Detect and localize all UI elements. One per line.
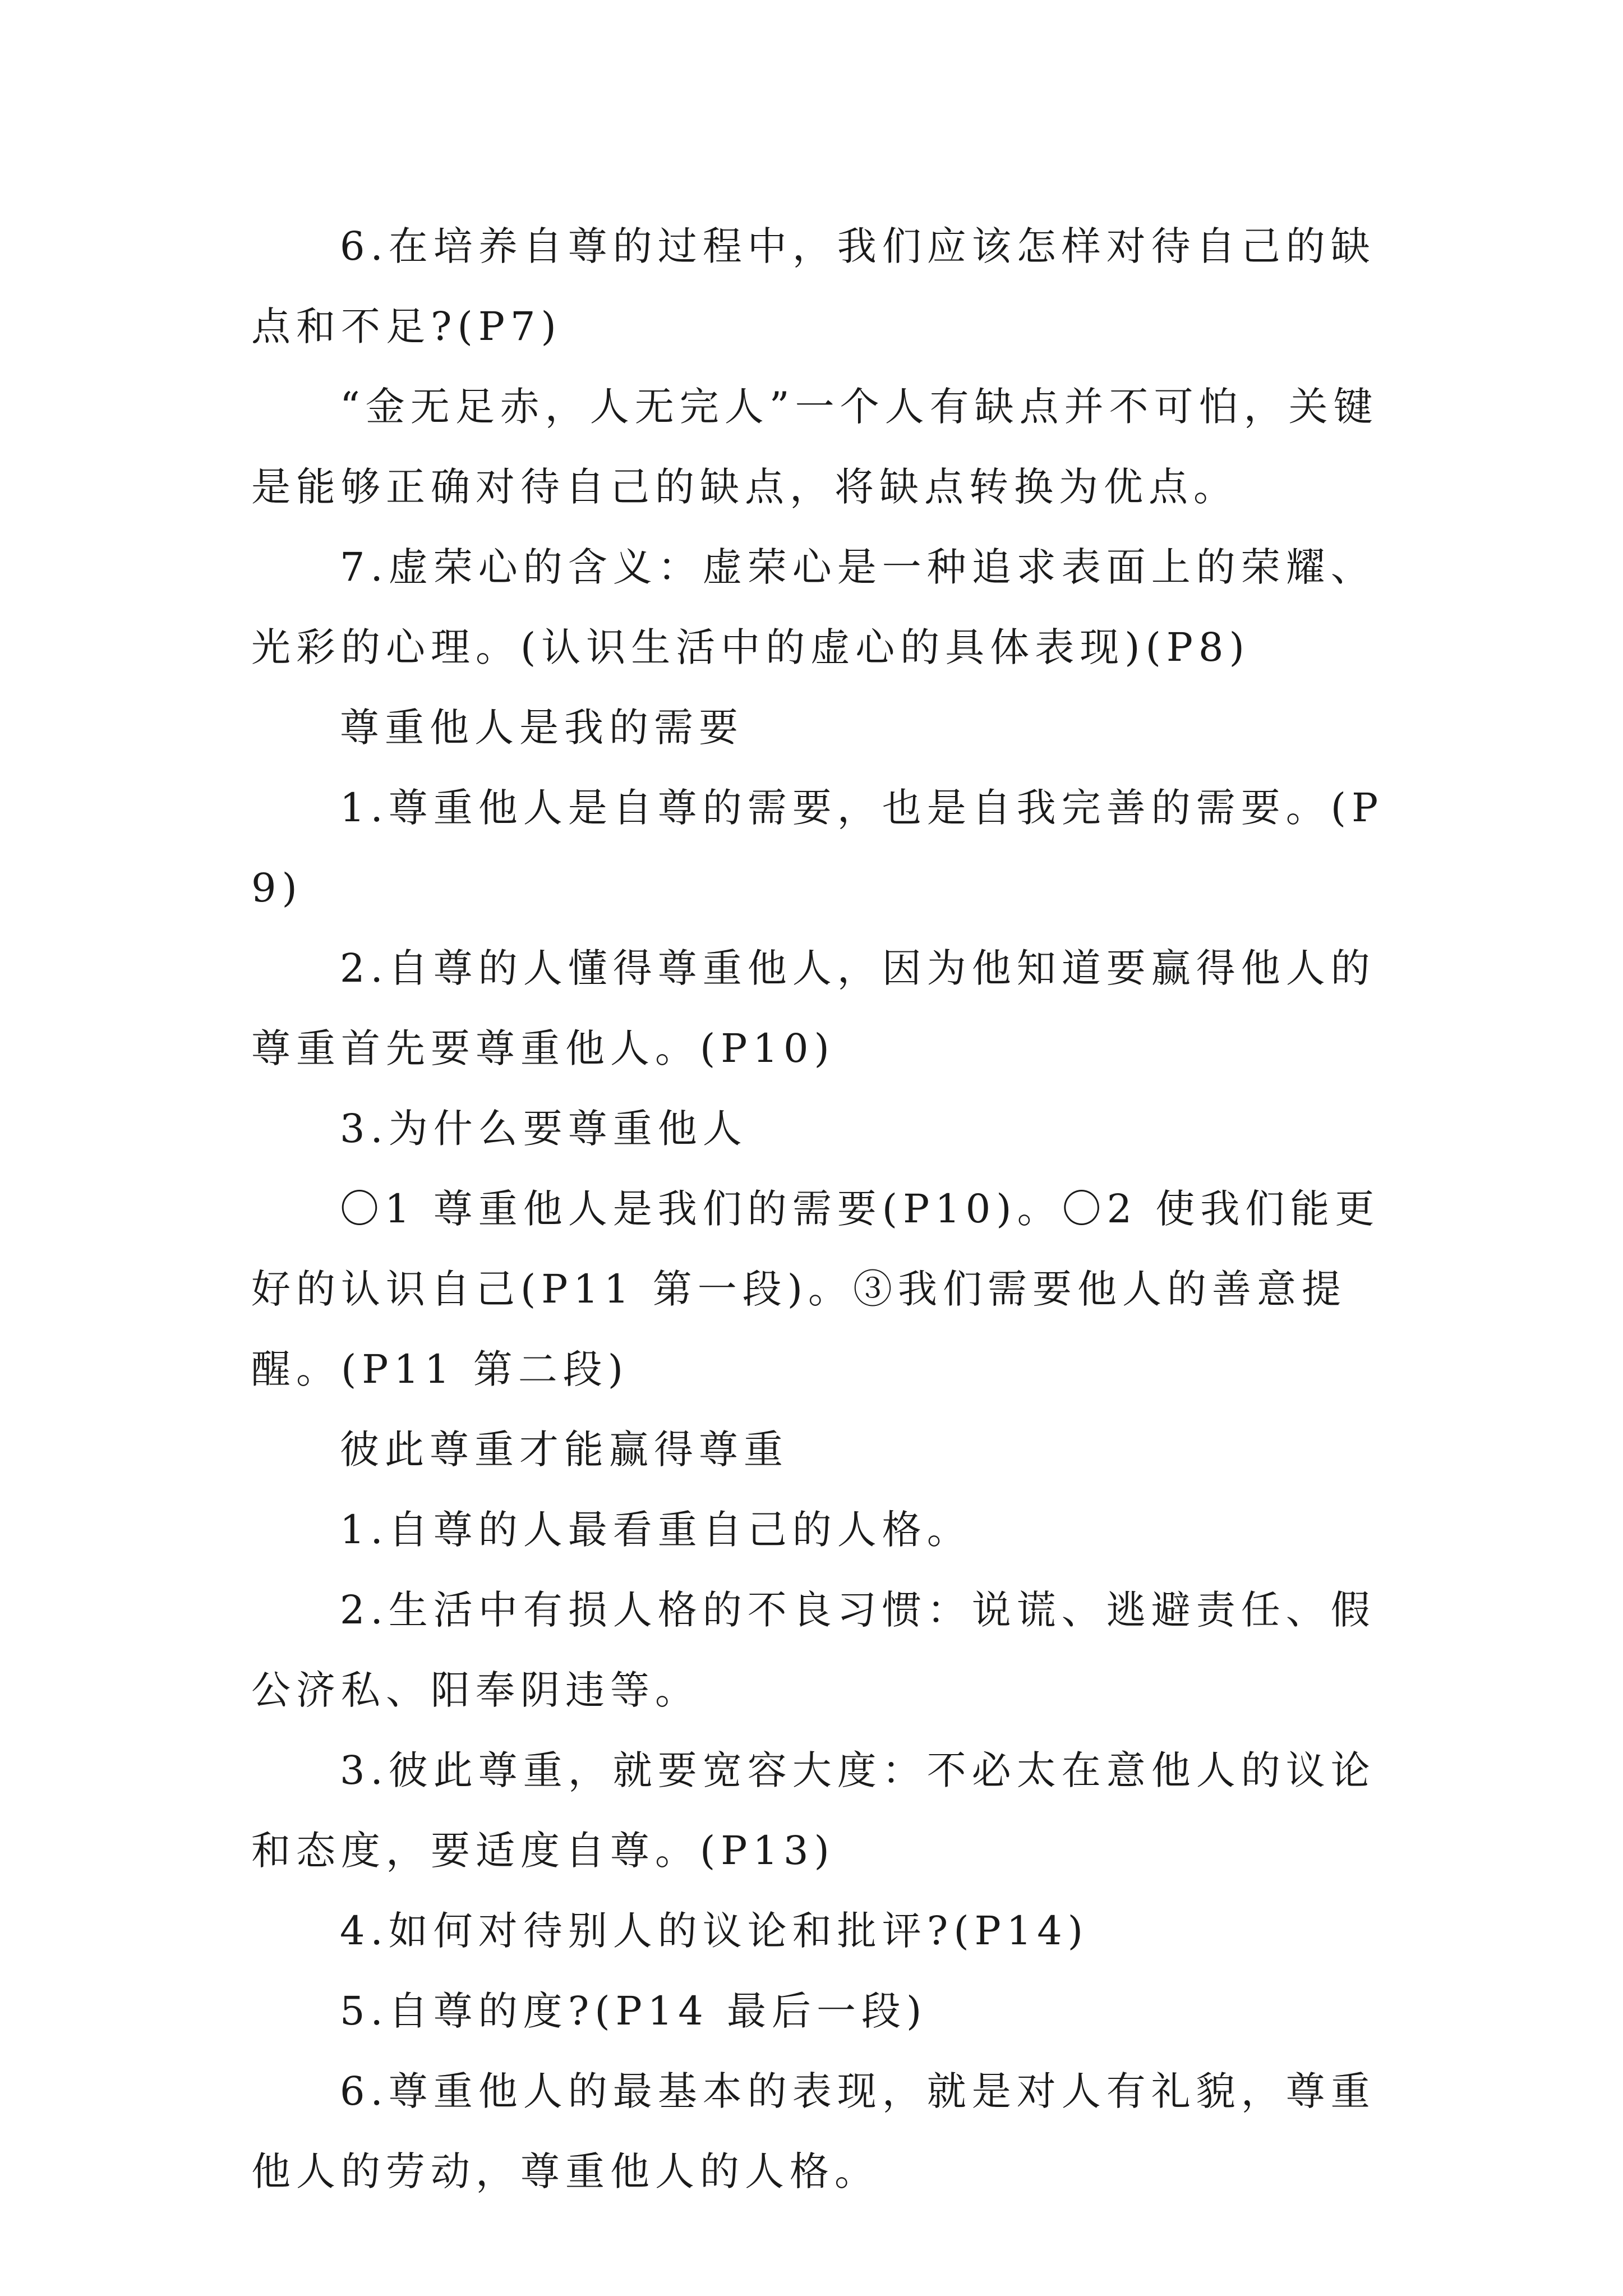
paragraph-mutual-6: 6.尊重他人的最基本的表现，就是对人有礼貌，尊重他人的劳动，尊重他人的人格。 — [251, 2068, 1376, 2194]
paragraph-mutual-3: 3.彼此尊重，就要宽容大度：不必太在意他人的议论和态度，要适度自尊。(P13) — [251, 1747, 1376, 1874]
paragraph-item-3: 3.为什么要尊重他人 — [340, 1106, 748, 1152]
section-heading-respect-others-need: 尊重他人是我的需要 — [340, 705, 744, 751]
document-body — [251, 206, 1390, 2212]
paragraph-mutual-4: 4.如何对待别人的议论和批评?(P14) — [340, 1908, 1089, 1954]
paragraph-item-7: 7.虚荣心的含义：虚荣心是一种追求表面上的荣耀、光彩的心理。(认识生活中的虚心的具体表现)(P8) — [251, 544, 1376, 670]
paragraph-mutual-5: 5.自尊的度?(P14 最后一段) — [340, 1988, 928, 2034]
paragraph-item-1: 1.尊重他人是自尊的需要，也是自我完善的需要。(P9) — [251, 785, 1384, 911]
paragraph-reasons: 〇1 尊重他人是我们的需要(P10)。〇2 使我们能更好的认识自己(P11 第一段)。③我们需要他人的善意提醒。(P11 第二段) — [251, 1186, 1380, 1392]
paragraph-item-2: 2.自尊的人懂得尊重他人，因为他知道要赢得他人的尊重首先要尊重他人。(P10) — [251, 945, 1376, 1071]
paragraph-mutual-1: 1.自尊的人最看重自己的人格。 — [340, 1507, 972, 1553]
paragraph-question-6: 6.在培养自尊的过程中，我们应该怎样对待自己的缺点和不足?(P7) — [251, 223, 1376, 349]
section-heading-mutual-respect: 彼此尊重才能赢得尊重 — [340, 1427, 789, 1473]
paragraph-answer-6: “金无足赤，人无完人”一个人有缺点并不可怕，关键是能够正确对待自己的缺点，将缺点转换为优点。 — [251, 384, 1378, 510]
paragraph-mutual-2: 2.生活中有损人格的不良习惯：说谎、逃避责任、假公济私、阳奉阴违等。 — [251, 1587, 1376, 1713]
